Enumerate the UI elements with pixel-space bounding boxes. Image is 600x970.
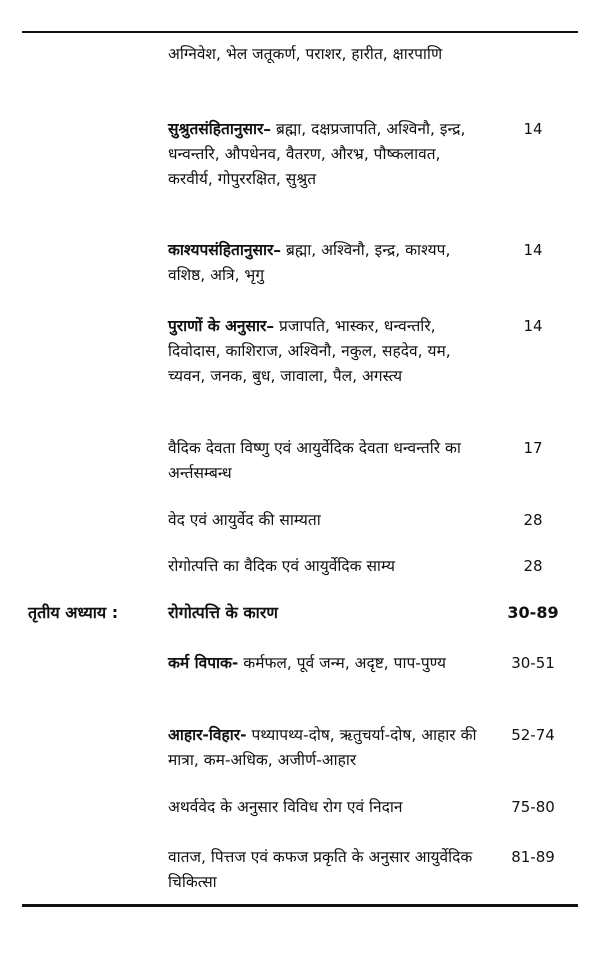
bottom-rule [22,904,578,907]
entry-text: वैदिक देवता विष्णु एवं आयुर्वेदिक देवता धन्वन्तरि का अर्न्तसम्बन्ध [168,439,461,482]
chapter-entry-0 [168,651,478,676]
entry-heading: पुराणों के अनुसार– [168,317,275,335]
page-number: 30-51 [511,654,555,672]
entry-text: वेद एवं आयुर्वेद की साम्यता [168,511,321,529]
chapter-entry-1 [168,723,478,773]
entry-text: प्रजापति, भास्कर, धन्वन्तरि, दिवोदास, काशिराज, अश्विनौ, नकुल, सहदेव, यम, च्यवन, जनक, बुध, जावाला, पैल, अगस्त्य [168,317,451,385]
entry-heading: कर्म विपाक- [168,654,239,672]
entry-heading: सुश्रुतसंहितानुसार– [168,120,272,138]
entry-heading: काश्यपसंहितानुसार– [168,241,282,259]
page-number: 81-89 [511,848,555,866]
entry-text: वातज, पित्तज एवं कफज प्रकृति के अनुसार आयुर्वेदिक चिकित्सा [168,848,473,891]
toc-entry-0 [168,42,478,67]
page-number: 14 [523,317,543,335]
entry-text: ब्रह्मा, दक्षप्रजापति, अश्विनौ, इन्द्र, धन्वन्तरि, औपधेनव, वैतरण, औरभ्र, पौष्कलावत, करवीर्य, गोपुररक्षित, सुश्रुत [168,120,466,188]
entry-text: रोगोत्पत्ति का वैदिक एवं आयुर्वेदिक साम्य [168,557,395,575]
page-number: 28 [523,511,543,529]
page-number: 14 [523,120,543,138]
toc-entry-5 [168,508,478,533]
entry-text: ब्रह्मा, अश्विनौ, इन्द्र, काश्यप, वशिष्ठ, अत्रि, भृगु [168,241,451,284]
entry-text: पथ्यापथ्य-दोष, ऋतुचर्या-दोष, आहार की मात्रा, कम-अधिक, अजीर्ण-आहार [168,726,477,769]
page-number: 52-74 [511,726,555,744]
chapter-label: तृतीय अध्याय : [28,603,119,622]
entry-text: कर्मफल, पूर्व जन्म, अदृष्ट, पाप-पुण्य [238,654,447,672]
chapter-entry-3 [168,845,478,895]
top-rule [22,31,578,33]
chapter-entry-2 [168,795,478,820]
page-number: 75-80 [511,798,555,816]
entry-text: अथर्ववेद के अनुसार विविध रोग एवं निदान [168,798,403,816]
toc-entry-6 [168,554,478,579]
entry-heading: आहार-विहार- [168,726,247,744]
toc-entry-3 [168,314,478,389]
toc-entry-4 [168,436,478,486]
chapter-page-range: 30-89 [507,603,559,622]
toc-entry-2 [168,238,478,288]
chapter-title: रोगोत्पत्ति के कारण [168,603,278,622]
page-number: 28 [523,557,543,575]
toc-entry-1 [168,117,478,192]
page-number: 14 [523,241,543,259]
page-number: 17 [523,439,543,457]
entry-text: अग्निवेश, भेल जतूकर्ण, पराशर, हारीत, क्षारपाणि [168,45,443,63]
